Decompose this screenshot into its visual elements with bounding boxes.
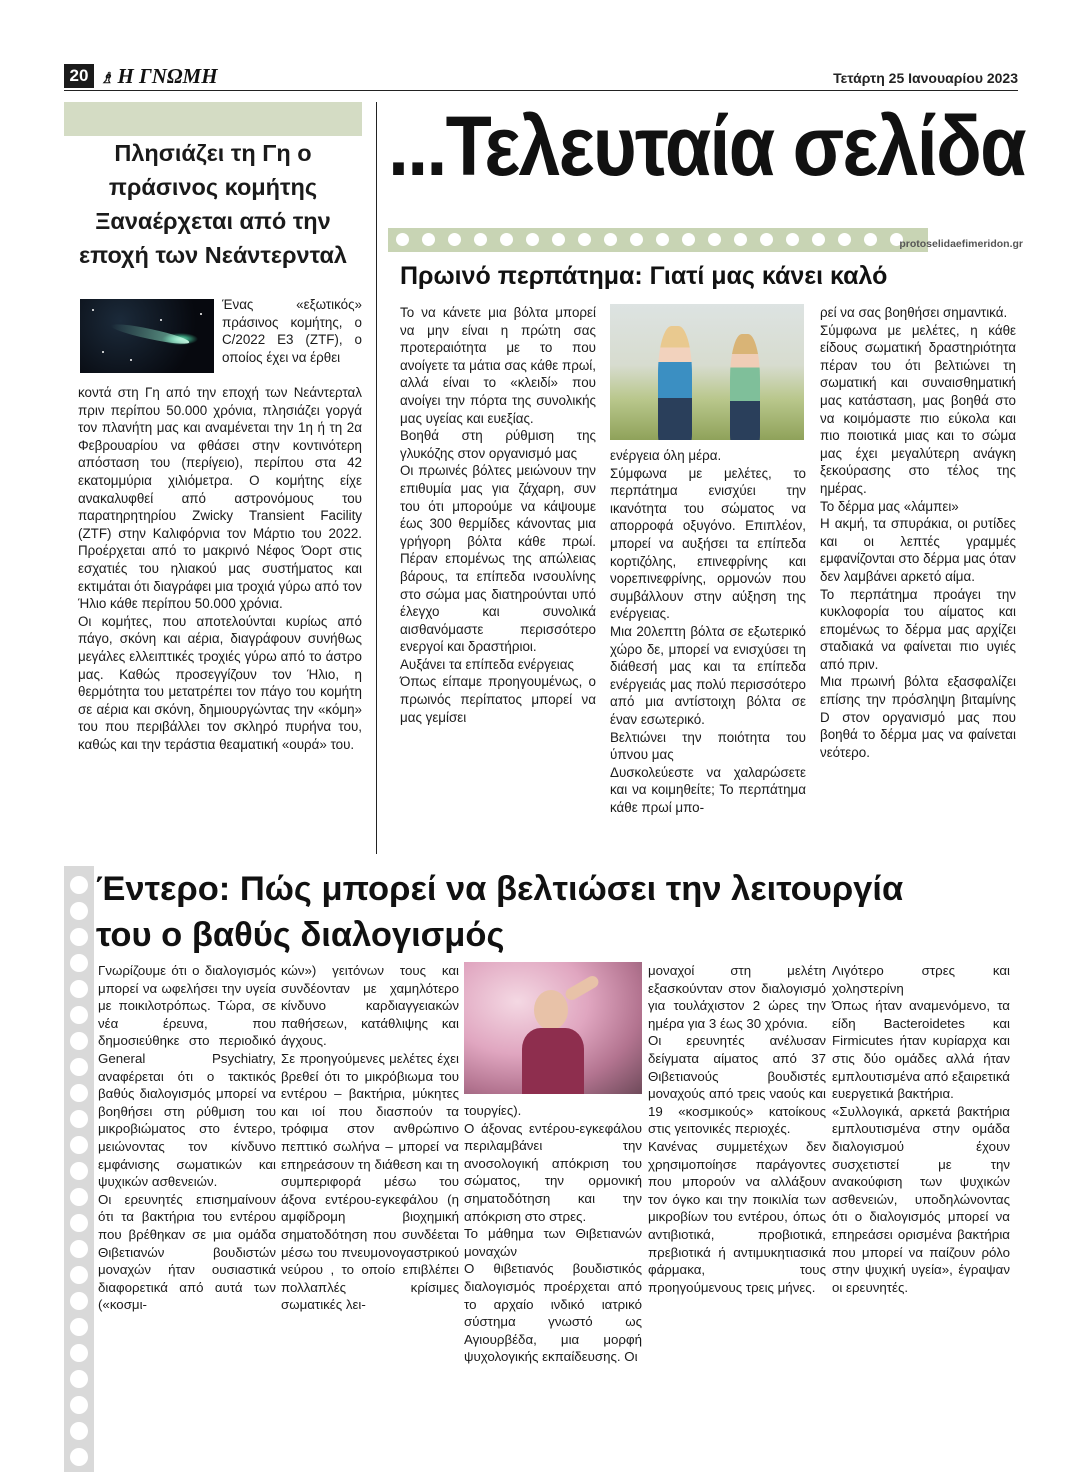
walking-paragraph: ενέργεια όλη μέρα. — [610, 448, 722, 463]
walking-column-3 — [820, 304, 1016, 761]
walking-paragraph: Μια 20λεπτη βόλτα σε εξωτερικό χώρο δε, μπορεί να ενισχύσει τη διάθεσή μας και τα επίπεδα ενέργειάς μας πολύ περισσότερο από μια αντίστοιχη βόλτα σε έναν εσωτερικό. — [610, 623, 806, 727]
gut-title-line: του ο βαθύς διαλογισμός — [96, 916, 505, 954]
newspaper-name: Η ΓΝΩΜΗ — [117, 64, 218, 88]
gut-column-1 — [98, 962, 276, 1314]
meditating-woman-photo — [464, 962, 642, 1094]
gut-paragraph: Κανένας συμμετέχων δεν χρησιμοποίησε παράγοντες που μπορούν να αλλάξουν τον όγκο και την ποικιλία των μικροβίων του εντέρου, όπως αντιβιοτικά, προβιοτικά, πρεβιοτικά ή αντιμυκητιασικά φάρμακα, τους προηγούμενους τρεις μήνες. — [648, 1138, 826, 1295]
woman-figure — [730, 334, 760, 440]
comet-paragraph: κοντά στη Γη από την εποχή των Νεάντερταλ πριν περίπου 50.000 χρόνια, πλησιάζει γοργά τον πλανήτη μας και αναμένεται την 1η ή τη 2α Φεβρουαρίου να φθάσει στην κοντινότερη απόσταση του (περίγειο), περίπου στα 42 εκατομμύρια χιλιόμετρα. Ο κομήτης είχε ανακαλυφθεί από αστρονόμους του παρατηρητηρίου Zwicky Transient Facility (ZTF) στην Καλιφόρνια τον Μάρτιο του 2022. Προέρχεται από το μακρινό Νέφος Όορτ στις εσχατιές του ηλιακού μας συστήματος και εκτιμάται ότι διαγράφει μια τροχιά γύρω από τον Ήλιο κάθε περίπου 50.000 χρόνια. — [78, 385, 362, 612]
star — [130, 359, 132, 361]
star — [102, 351, 104, 353]
star — [92, 309, 94, 311]
comet-photo — [80, 299, 214, 373]
walking-paragraph: Μια πρωινή βόλτα εξασφαλίζει επίσης την πρόσληψη βιταμίνης D στον οργανισμό μας που βοηθά το δέρμα μας να φαίνεται νεότερο. — [820, 674, 1016, 760]
walking-paragraph: Δυσκολεύεστε να χαλαρώσετε και να κοιμηθείτε; Το περπάτημα κάθε πρωί μπο- — [610, 764, 806, 815]
woman-arm — [563, 974, 600, 1002]
gut-column-3 — [464, 1102, 642, 1366]
comet-paragraph: Οι κομήτες, που αποτελούνται κυρίως από πάγο, σκόνη και αέρια, διαγράφουν συνήθως μεγάλες ελλειπτικές τροχιές γύρω από το άστρο μας. Καθώς προσεγγίζουν τον Ήλιο, η θερμότητα του μετατρέπει τον πάγο του κομήτη σε αέρια και σκόνη, δημιουργώντας την «κόμη» του που περιβάλλει τον σκληρό πυρήνα του, καθώς και την τεράστια θεαματική «ουρά» του. — [78, 613, 362, 752]
walking-subhead: Αυξάνει τα επίπεδα ενέργειας — [400, 656, 574, 672]
comet-lead-text: Ένας «εξωτικός» πράσινος κομήτης, ο C/2022 E3 (ZTF), ο οποίος έχει να έρθει — [222, 297, 362, 365]
walking-paragraph: Οι πρωινές βόλτες μειώνουν την επιθυμία μας για ζάχαρη, συν του ότι μπορούμε να κάψουμε έως 300 θερμίδες κάνοντας μια γρήγορη βόλτα κάθε πρωί. Πέραν επομένως της απώλειας βάρους, τα επίπεδα ινσουλίνης στο σώμα μας διατηρούνται υπό έλεγχο και συνολικά αισθανόμαστε περισσότερο ενεργοί και δραστήριοι. — [400, 463, 596, 655]
issue-date: Τετάρτη 25 Ιανουαρίου 2023 — [833, 70, 1018, 86]
film-strip-decoration — [64, 866, 94, 1472]
gut-paragraph: Γνωρίζουμε ότι ο διαλογισμός μπορεί να ωφελήσει την υγεία με ποικιλοτρόπως. Τώρα, σε νέα έρευνα, που δημοσιεύθηκε στο περιοδικό General Psychiatry, αναφέρεται ότι ο τακτικός βαθύς διαλογισμός μπορεί να βοηθήσει στη ρύθμιση του μικροβιώματος στο έντερο, μειώνοντας τον κίνδυνο εμφάνισης σωματικών και ψυχικών ασθενειών. — [98, 963, 276, 1190]
source-credit: protoselidaefimeridon.gr — [899, 238, 1023, 250]
gut-article-title — [96, 866, 1026, 958]
walking-subhead: Βοηθά στη ρύθμιση της γλυκόζης στον οργανισμό μας — [400, 428, 596, 461]
gut-paragraph: Οι ερευνητές επισημαίνουν ότι τα βακτήρια του εντέρου που βρέθηκαν σε μια ομάδα Θιβετιανών βουδιστών μοναχών ήταν ουσιαστικά διαφορετικά από αυτά των («κοσμι- — [98, 1191, 276, 1313]
comet-article-title: Πλησιάζει τη Γη ο πράσινος κομήτης Ξαναέρχεται από την εποχή των Νεάντερνταλ — [79, 140, 347, 268]
header-rule — [64, 90, 1018, 91]
gut-paragraph: Όπως ήταν αναμενόμενο, τα είδη Bacteroidetes και Firmicutes ήταν κυρίαρχα και στις δύο ομάδες αλλά ήταν εμπλουτισμένα από εξαιρετικά ευεργετικά βακτήρια. — [832, 998, 1010, 1102]
walking-subhead: Βελτιώνει την ποιότητα του ύπνου μας — [610, 729, 806, 763]
gut-subhead: Λιγότερο στρες και χοληστερίνη — [832, 963, 1010, 996]
walking-column-1 — [400, 304, 596, 726]
walking-paragraph: Σύμφωνα με μελέτες, το περπάτημα ενισχύει την ικανότητα του σώματος να απορροφά οξυγόνο. Επιπλέον, μπορεί να αυξήσει τα επίπεδα κορτιζόλης, επινεφρίνης και νορεπινεφρίνης, ορμονών που συμβάλλουν στην αύξηση της ενέργειας. — [610, 465, 806, 622]
woman-head — [534, 990, 568, 1030]
star — [200, 313, 202, 315]
women-walking-photo — [610, 304, 804, 440]
gut-column-2 — [281, 962, 459, 1314]
walking-paragraph: ρεί να σας βοηθήσει σημαντικά. — [820, 305, 1008, 320]
walking-paragraph: Το περπάτημα προάγει την κυκλοφορία του αίματος και επομένως το δέρμα μας αρχίζει σταδιακά να φαίνεται πιο υγιές από πριν. — [820, 586, 1016, 672]
walking-paragraph: Η ακμή, τα σπυράκια, οι ρυτίδες και οι λεπτές γραμμές εμφανίζονται στο δέρμα μας όταν δεν λαμβάνει αρκετό αίμα. — [820, 516, 1016, 584]
column-divider — [376, 102, 377, 854]
gut-subhead: Το μάθημα των Θιβετιανών μοναχών — [464, 1226, 642, 1259]
woman-body — [522, 1028, 584, 1094]
decorative-dots — [396, 233, 903, 247]
gut-paragraph: κών») γειτόνων τους και συνδέονταν με χαμηλότερο κίνδυνο καρδιαγγειακών παθήσεων, κατάθλιψης και άγχους. — [281, 963, 459, 1049]
walking-paragraph: Όπως είπαμε προηγουμένως, ο πρωινός περίπατος μπορεί να μας γεμίσει — [400, 674, 596, 725]
gut-column-4 — [648, 962, 826, 1296]
walking-paragraph: Σύμφωνα με μελέτες, η κάθε είδους σωματική δραστηριότητα πέραν του ότι βελτιώνει τη σωματική και συναισθηματική μας κατάσταση, μας βοηθά στο να κοιμόμαστε πιο εύκολα και πιο ποιοτικά μιας και το σώμα μας έχει μεγαλύτερη ανάγκη ξεκούρασης στο τέλος της ημέρας. — [820, 322, 1016, 496]
gut-paragraph: μοναχοί στη μελέτη εξασκούνταν στον διαλογισμό για τουλάχιστον 2 ώρες την ημέρα για 3 έως 30 χρόνια. — [648, 963, 826, 1031]
gut-paragraph: Ο άξονας εντέρου-εγκεφάλου περιλαμβάνει την ανοσολογική απόκριση του σώματος, την ορμονική σηματοδότηση και την απόκριση στο στρες. — [464, 1120, 642, 1224]
star — [160, 319, 162, 321]
page-number: 20 — [64, 64, 94, 88]
gut-title-line: Έντερο: Πώς μπορεί να βελτιώσει την λειτουργία — [96, 870, 904, 908]
walking-subhead: Το δέρμα μας «λάμπει» — [820, 498, 959, 514]
gut-paragraph: «Συλλογικά, αρκετά βακτήρια εμπλουτισμένα στην ομάδα διαλογισμού έχουν συσχετιστεί με την ανακούφιση των ψυχικών ασθενειών, υποδηλώνοντας ότι ο διαλογισμός μπορεί να επηρεάσει ορισμένα βακτήρια που μπορεί να παίζουν ρόλο στην ψυχική υγεία», έγραψαν οι ερευνητές. — [832, 1103, 1010, 1295]
gut-paragraph: τουργίες). — [464, 1103, 522, 1118]
section-title: ...Τελευταία σελίδα — [388, 99, 1025, 193]
walking-column-2 — [610, 447, 806, 816]
walking-article-title: Πρωινό περπάτημα: Γιατί μας κάνει καλό — [400, 262, 888, 290]
logo-mark-icon: ♗ — [100, 71, 114, 87]
woman-figure — [658, 326, 692, 440]
newspaper-logo — [100, 64, 240, 88]
comet-body — [78, 384, 362, 753]
gut-paragraph: Σε προηγούμενες μελέτες έχει βρεθεί ότι το μικρόβιωμα του εντέρου – βακτήρια, μύκητες και ιοί που διασπούν τα τρόφιμα στον ανθρώπινο πεπτικό σωλήνα – μπορεί να επηρεάσουν τη διάθεση και τη συμπεριφορά μέσω του άξονα εντέρου-εγκεφάλου (η αμφίδρομη βιοχημική σηματοδότηση που συνδέεται μέσω του πνευμονογαστρικού νεύρου , το οποίο επιβλέπει πολλαπλές κρίσιμες σωματικές λει- — [281, 1050, 459, 1313]
walking-paragraph: Το να κάνετε μια βόλτα μπορεί να μην είναι η πρώτη σας προτεραιότητα με το που ανοίγετε τα μάτια σας κάθε πρωί, αλλά είναι το «κλειδί» που ανοίγει την πόρτα της συνολικής μας υγείας και ευεξίας. — [400, 305, 596, 426]
left-title-band — [64, 102, 362, 136]
comet-tail — [110, 321, 190, 347]
gut-paragraph: Οι ερευνητές ανέλυσαν δείγματα αίματος από 37 Θιβετιανούς βουδιστές μοναχούς από τρεις ναούς και 19 «κοσμικούς» κατοίκους στις γειτονικές περιοχές. — [648, 1033, 826, 1137]
gut-paragraph: Ο θιβετιανός βουδιστικός διαλογισμός προέρχεται από το αρχαίο ινδικό ιατρικό σύστημα γνωστό ως Αγιουρβέδα, μια μορφή ψυχολογικής εκπαίδευσης. Οι — [464, 1261, 642, 1365]
gut-column-5 — [832, 962, 1010, 1296]
